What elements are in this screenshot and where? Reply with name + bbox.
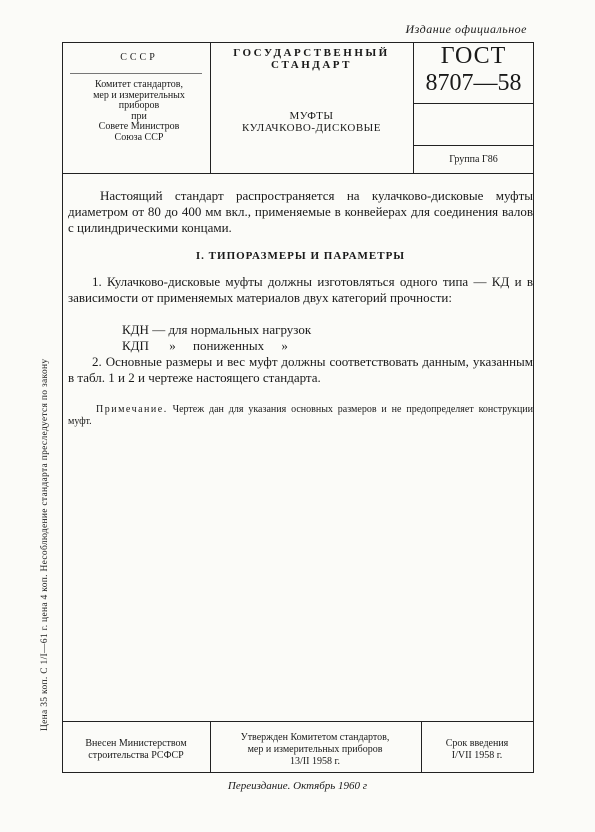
- approved-by-line: 13/II 1958 г.: [290, 756, 340, 767]
- gost-header-divider: [413, 103, 533, 104]
- note-label: Примечание.: [96, 404, 168, 415]
- committee-line: мер и измерительных: [93, 89, 185, 101]
- committee-line: при: [131, 110, 147, 122]
- approved-by-line: Утвержден Комитетом стандартов,: [240, 732, 390, 743]
- introduced-by-line: Внесен Министерством: [85, 738, 187, 749]
- effective-date: [421, 738, 533, 762]
- document-title-line: МУФТЫ: [289, 110, 334, 122]
- gost-label: ГОСТ: [440, 43, 507, 69]
- intro-paragraph: Настоящий стандарт распространяется на кулачково-дисковые муфты диаметром от 80 до 400 мм вкл., применяемые в конвейерах для соединения валов с цилиндрическими концами.: [68, 188, 533, 235]
- reprint-note: Переиздание. Октябрь 1960 г: [227, 780, 368, 792]
- state-standard-line: ГОСУДАРСТВЕННЫЙ: [233, 47, 390, 59]
- clause-2: 2. Основные размеры и вес муфт должны соответствовать данным, указанным в табл. 1 и 2 и чертеже настоящего стандарта.: [68, 354, 533, 385]
- note-text: Чертеж дан для указания основных размеров и не предопределяет конструкции муфт.: [68, 404, 533, 427]
- price-and-legal-notice: Цена 35 коп. С 1/I—61 г. цена 4 коп. Несоблюдение стандарта преследуется по закону: [40, 358, 50, 731]
- introduced-by: [62, 738, 210, 762]
- category-description: — для нормальных нагрузок: [152, 322, 312, 337]
- gost-group-divider: [413, 145, 533, 146]
- frame-left-rule: [62, 42, 63, 773]
- approved-by: [210, 732, 420, 768]
- state-standard-label: [211, 47, 412, 71]
- frame-footer-top-rule: [62, 721, 534, 722]
- committee-line: Комитет стандартов,: [95, 79, 183, 90]
- effective-date-line: Срок введения: [445, 738, 509, 749]
- committee-line: приборов: [118, 100, 160, 111]
- category-kdp: [122, 338, 288, 354]
- category-code: КДН: [122, 322, 149, 337]
- frame-header-bottom-rule: [62, 173, 534, 174]
- category-code: КДП: [122, 338, 149, 353]
- left-header-divider: [70, 73, 202, 74]
- state-standard-line: СТАНДАРТ: [271, 59, 352, 71]
- committee-line: Совете Министров: [98, 121, 180, 132]
- document-title-line: КУЛАЧКОВО-ДИСКОВЫЕ: [242, 122, 381, 134]
- issuing-committee: [68, 80, 210, 143]
- category-kdn: [122, 322, 311, 338]
- clause-1: 1. Кулачково-дисковые муфты должны изготовляться одного типа — КД и в зависимости от применяемых материалов двух категорий прочности:: [68, 274, 533, 305]
- note: [68, 404, 533, 428]
- category-description: » пониженных »: [169, 338, 288, 353]
- ussr-label: СССР: [120, 52, 158, 63]
- frame-right-rule: [533, 42, 534, 773]
- edition-label: Издание официальное: [405, 22, 527, 36]
- effective-date-line: I/VII 1958 г.: [451, 750, 503, 761]
- group-label: Группа Г86: [449, 154, 498, 165]
- section-title: I. ТИПОРАЗМЕРЫ И ПАРАМЕТРЫ: [195, 250, 406, 262]
- frame-bottom-rule: [62, 772, 534, 773]
- gost-number: 8707—58: [425, 70, 522, 96]
- committee-line: Союза ССР: [114, 131, 164, 143]
- approved-by-line: мер и измерительных приборов: [247, 744, 383, 755]
- document-title: [211, 110, 412, 134]
- introduced-by-line: строительства РСФСР: [88, 750, 184, 761]
